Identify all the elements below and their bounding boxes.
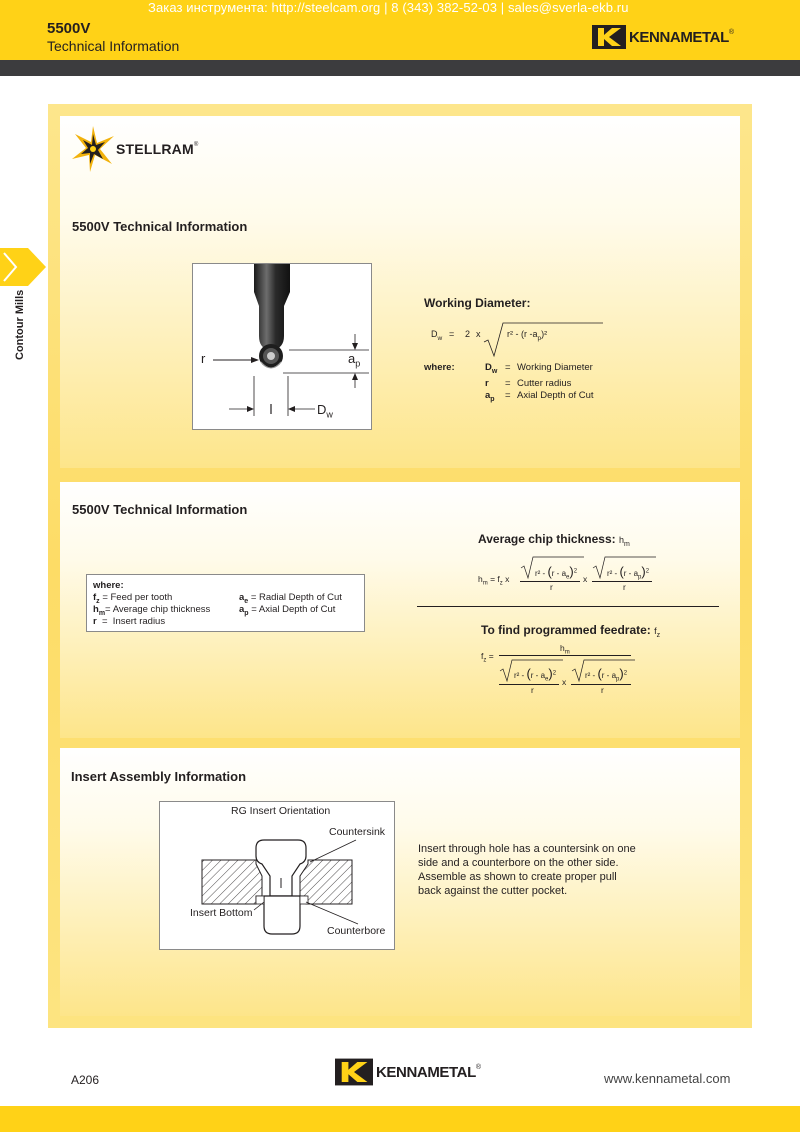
avg-mid-sub: z — [499, 580, 503, 587]
rad-inner: r - a — [551, 569, 567, 578]
avg-chip-title — [478, 532, 630, 548]
def-sub: z — [96, 597, 100, 605]
def-text: Axial Depth of Cut — [517, 389, 594, 401]
feed-num-main: h — [560, 643, 565, 653]
chip-def-ae — [239, 592, 342, 605]
figure-r-label: r — [201, 351, 206, 366]
kennametal-wordmark: KENNAMETAL — [376, 1063, 476, 1081]
def-symbol: a — [239, 592, 245, 603]
kennametal-logo-footer — [335, 1058, 481, 1086]
feed-eq: = — [488, 651, 494, 661]
wd-where-label: where: — [424, 362, 455, 373]
avg-mid: = f — [490, 574, 500, 584]
avg-rad-right: $r^2 - (r - a_p)^2$ — [607, 564, 650, 581]
feed-lhs-main: f — [481, 651, 484, 661]
def-eq: = — [505, 389, 511, 401]
def-sub: p — [490, 395, 495, 403]
dw-symbol — [431, 329, 442, 342]
feed-fraction-bar-left — [499, 684, 559, 685]
feed-symbol — [654, 626, 661, 639]
chip-thickness-heading: 5500V Technical Information — [72, 502, 248, 517]
feed-lhs-sub: z — [483, 657, 487, 664]
working-diameter-heading: 5500V Technical Information — [72, 219, 248, 234]
def-symbol: D — [485, 362, 492, 373]
feed-title — [481, 623, 660, 639]
footer-band — [0, 1106, 800, 1132]
section-title: Technical Information — [47, 38, 180, 54]
chip-where-label: where: — [93, 580, 124, 591]
stellram-logo — [72, 126, 198, 172]
feed-lhs — [481, 651, 494, 664]
stellram-wordmark: STELLRAM — [116, 141, 194, 157]
feed-num-sub: m — [564, 649, 570, 656]
feed-sym-main: f — [654, 626, 657, 636]
def-symbol: a — [485, 389, 491, 401]
def-sub: w — [491, 367, 498, 375]
chip-def-hm — [93, 604, 210, 617]
avg-times-2: x — [583, 574, 588, 584]
wd-definitions — [485, 362, 594, 406]
wd-definition-row — [485, 378, 594, 390]
feed-main-fraction-bar — [499, 655, 631, 656]
rad-inner-sub: p — [616, 676, 620, 683]
radicand-end: )² — [541, 329, 548, 339]
rad-square: 2 — [623, 670, 628, 677]
rad-inner: r - a — [623, 569, 639, 578]
def-symbol: a — [239, 604, 245, 615]
rad-square: 2 — [645, 568, 650, 575]
figure-dw-symbol: D — [317, 402, 327, 417]
insert-assembly-heading: Insert Assembly Information — [71, 769, 247, 784]
formula-equals: = — [449, 329, 455, 339]
def-text: Working Diameter — [517, 362, 593, 373]
chip-def-r — [93, 616, 165, 627]
avg-denominator-left: r — [550, 582, 553, 592]
rad-inner-sub: p — [638, 574, 642, 581]
insert-bottom-label: Insert Bottom — [190, 907, 253, 919]
chip-where-box — [86, 574, 365, 632]
formula-coefficient: 2 — [465, 329, 471, 339]
registered-mark: ® — [728, 29, 735, 36]
avg-denominator-right: r — [623, 582, 626, 592]
avg-chip-symbol — [618, 535, 630, 548]
def-text: = Radial Depth of Cut — [248, 592, 342, 603]
def-sub: e — [244, 597, 249, 605]
radicand-main: r² - (r -a — [507, 329, 538, 339]
rad-r2: r² - — [607, 569, 618, 578]
feed-rad-right: $r^2 - (r - a_p)^2$ — [585, 666, 628, 683]
def-text: = Axial Depth of Cut — [248, 604, 336, 615]
def-symbol: h — [93, 604, 99, 615]
ball-nose-figure — [192, 263, 372, 430]
figure-dw-label — [317, 402, 333, 420]
chip-def-fz — [93, 592, 172, 605]
avg-rad-left: $r^2 - (r - a_e)^2$ — [535, 564, 578, 581]
figure-dw-sub: w — [326, 409, 333, 420]
kennametal-logo-header — [592, 25, 734, 49]
dw-sub: w — [437, 334, 443, 342]
side-tab-arrow-icon — [0, 248, 46, 286]
rad-r2: r² - — [514, 671, 525, 680]
avg-lhs-main: h — [478, 574, 483, 584]
page-number: A206 — [71, 1073, 100, 1087]
dw-main: D — [431, 329, 438, 339]
def-text: = Insert radius — [96, 616, 166, 627]
rad-square: 2 — [573, 568, 578, 575]
avg-sym-main: h — [618, 535, 624, 545]
figure-ap-sub: p — [355, 358, 361, 369]
header-dark-line — [0, 60, 800, 76]
avg-fraction-bar-right — [592, 581, 652, 582]
feed-sym-sub: z — [656, 631, 661, 639]
def-symbol: r — [93, 616, 97, 627]
formula-divider — [417, 606, 719, 607]
feed-title-text: To find programmed feedrate: — [481, 623, 651, 637]
chip-def-ap — [239, 604, 335, 617]
wd-definition-row — [485, 390, 594, 406]
feed-denominator-left: r — [531, 685, 534, 695]
registered-mark: ® — [475, 1064, 482, 1071]
formula-times: x — [476, 329, 481, 339]
figure-ap-symbol: a — [348, 351, 356, 366]
def-eq: = — [505, 377, 511, 389]
feedrate-formula — [481, 643, 641, 699]
stellram-star-icon — [72, 126, 114, 172]
rad-inner: r - a — [601, 671, 617, 680]
wd-definition-row — [485, 362, 594, 378]
def-text: Cutter radius — [517, 377, 572, 389]
rad-inner: r - a — [530, 671, 546, 680]
avg-chip-title-text: Average chip thickness: — [478, 532, 616, 546]
figure-ap-label — [348, 351, 360, 369]
kennametal-wordmark: KENNAMETAL — [629, 28, 729, 46]
side-tab-label: Contour Mills — [14, 289, 26, 360]
feed-times: x — [562, 677, 567, 687]
website-link[interactable]: www.kennametal.com — [604, 1071, 731, 1086]
ball-nose-cutter-drawing — [193, 264, 371, 429]
rad-inner-sub: e — [545, 676, 549, 683]
rad-r2: r² - — [535, 569, 546, 578]
def-symbol: f — [93, 592, 97, 603]
def-symbol: r — [485, 377, 489, 389]
rad-r2: r² - — [585, 671, 596, 680]
def-sub: p — [244, 609, 249, 617]
feed-denominator-right: r — [601, 685, 604, 695]
counterbore-label: Counterbore — [327, 925, 386, 937]
formula-radicand — [507, 329, 547, 342]
feed-rad-left: $r^2 - (r - a_e)^2$ — [514, 666, 557, 683]
avg-chip-formula — [478, 556, 678, 596]
def-text: = Feed per tooth — [102, 592, 173, 603]
stellram-registered-mark: ® — [193, 142, 199, 148]
def-eq: = — [505, 362, 511, 373]
def-text: = Average chip thickness — [105, 604, 211, 615]
insert-figure-title: RG Insert Orientation — [231, 805, 331, 817]
kennametal-k-icon — [335, 1058, 373, 1086]
countersink-label: Countersink — [329, 826, 386, 838]
radicand-sub: p — [537, 334, 542, 342]
def-sub: m — [98, 609, 106, 617]
product-title: 5500V — [47, 20, 91, 37]
working-diameter-title: Working Diameter: — [424, 296, 531, 310]
avg-lhs — [478, 574, 509, 587]
avg-sym-sub: m — [623, 540, 630, 548]
avg-times: x — [505, 574, 510, 584]
avg-lhs-sub: m — [482, 580, 488, 587]
rad-square: 2 — [552, 670, 557, 677]
kennametal-k-icon — [592, 25, 626, 49]
insert-orientation-figure — [159, 801, 395, 950]
feed-numerator — [560, 643, 570, 656]
contact-line: Заказ инструмента: http://steelcam.org | 8 (343) 382-52-03 | sales@sverla-ekb.ru — [148, 0, 629, 15]
rad-inner-sub: e — [566, 574, 570, 581]
insert-description: Insert through hole has a countersink on one side and a counterbore on the other side. Assemble as shown to create proper pull back against the cutter pocket. — [418, 843, 636, 897]
working-diameter-formula — [431, 322, 631, 358]
